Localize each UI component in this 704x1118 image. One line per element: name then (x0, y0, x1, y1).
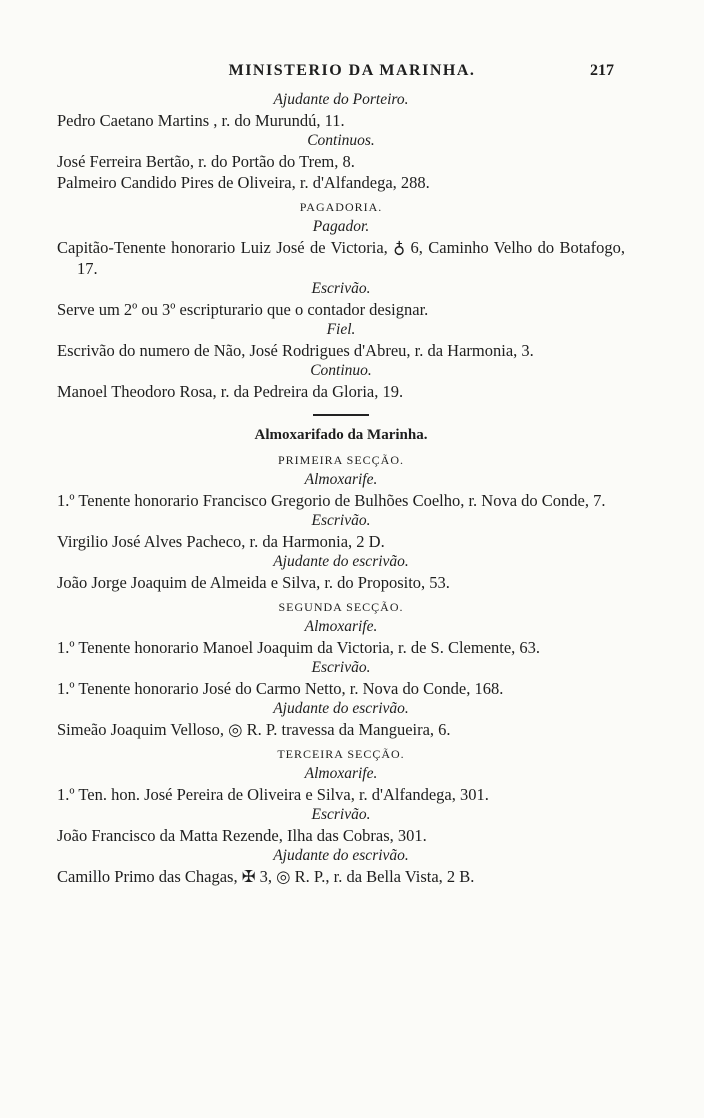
role-heading: Pagador. (312, 218, 370, 235)
staff-entry: Pedro Caetano Martins , r. do Murundú, 11. (57, 111, 345, 130)
staff-entry: Camillo Primo das Chagas, ✠ 3, ◎ R. P., r. da Bella Vista, 2 B. (57, 867, 475, 886)
staff-entry: 1.º Tenente honorario Manoel Joaquim da Victoria, r. de S. Clemente, 63. (57, 638, 541, 657)
running-head: MINISTERIO DA MARINHA. (228, 62, 476, 79)
staff-entry: Virgilio José Alves Pacheco, r. da Harmonia, 2 D. (57, 532, 385, 551)
staff-entry: 1.º Ten. hon. José Pereira de Oliveira e Silva, r. d'Alfandega, 301. (57, 785, 489, 804)
section-heading: PAGADORIA. (299, 200, 383, 214)
staff-entry: 1.º Tenente honorario José do Carmo Netto, r. Nova do Conde, 168. (57, 679, 504, 698)
staff-entry: Simeão Joaquim Velloso, ◎ R. P. travessa da Mangueira, 6. (57, 720, 451, 739)
role-heading: Ajudante do Porteiro. (273, 91, 409, 108)
role-heading: Escrivão. (311, 512, 371, 529)
staff-entry: José Ferreira Bertão, r. do Portão do Trem, 8. (57, 152, 355, 171)
staff-entry: Palmeiro Candido Pires de Oliveira, r. d'Alfandega, 288. (57, 173, 430, 192)
role-heading: Continuo. (310, 362, 372, 379)
staff-entry: 1.º Tenente honorario Francisco Gregorio de Bulhões Coelho, r. Nova do Conde, 7. (57, 491, 606, 510)
section-heading: SEGUNDA SECÇÃO. (278, 600, 404, 614)
staff-entry: João Jorge Joaquim de Almeida e Silva, r. do Proposito, 53. (57, 573, 450, 592)
section-heading: TERCEIRA SECÇÃO. (277, 747, 405, 761)
role-heading: Ajudante do escrivão. (273, 847, 409, 864)
role-heading: Escrivão. (311, 280, 371, 297)
department-heading: Almoxarifado da Marinha. (254, 427, 428, 443)
staff-entry: Capitão-Tenente honorario Luiz José de Victoria, ♁ 6, Caminho Velho do Botafogo, 17. (57, 238, 625, 278)
staff-entry: Manoel Theodoro Rosa, r. da Pedreira da Gloria, 19. (57, 382, 404, 401)
role-heading: Almoxarife. (304, 618, 378, 635)
role-heading: Ajudante do escrivão. (273, 553, 409, 570)
role-heading: Continuos. (307, 132, 375, 149)
staff-entry: Serve um 2º ou 3º escripturario que o contador designar. (57, 300, 429, 319)
role-heading: Fiel. (326, 321, 356, 338)
role-heading: Escrivão. (311, 659, 371, 676)
role-heading: Ajudante do escrivão. (273, 700, 409, 717)
staff-entry: João Francisco da Matta Rezende, Ilha das Cobras, 301. (57, 826, 427, 845)
page-header (0, 62, 704, 86)
staff-entry: Escrivão do numero de Não, José Rodrigues d'Abreu, r. da Harmonia, 3. (57, 341, 534, 360)
page-number: 217 (590, 62, 614, 79)
section-heading: PRIMEIRA SECÇÃO. (277, 453, 405, 467)
role-heading: Almoxarife. (304, 765, 378, 782)
section-divider (313, 414, 369, 416)
role-heading: Almoxarife. (304, 471, 378, 488)
directory-listing (57, 90, 625, 887)
role-heading: Escrivão. (311, 806, 371, 823)
